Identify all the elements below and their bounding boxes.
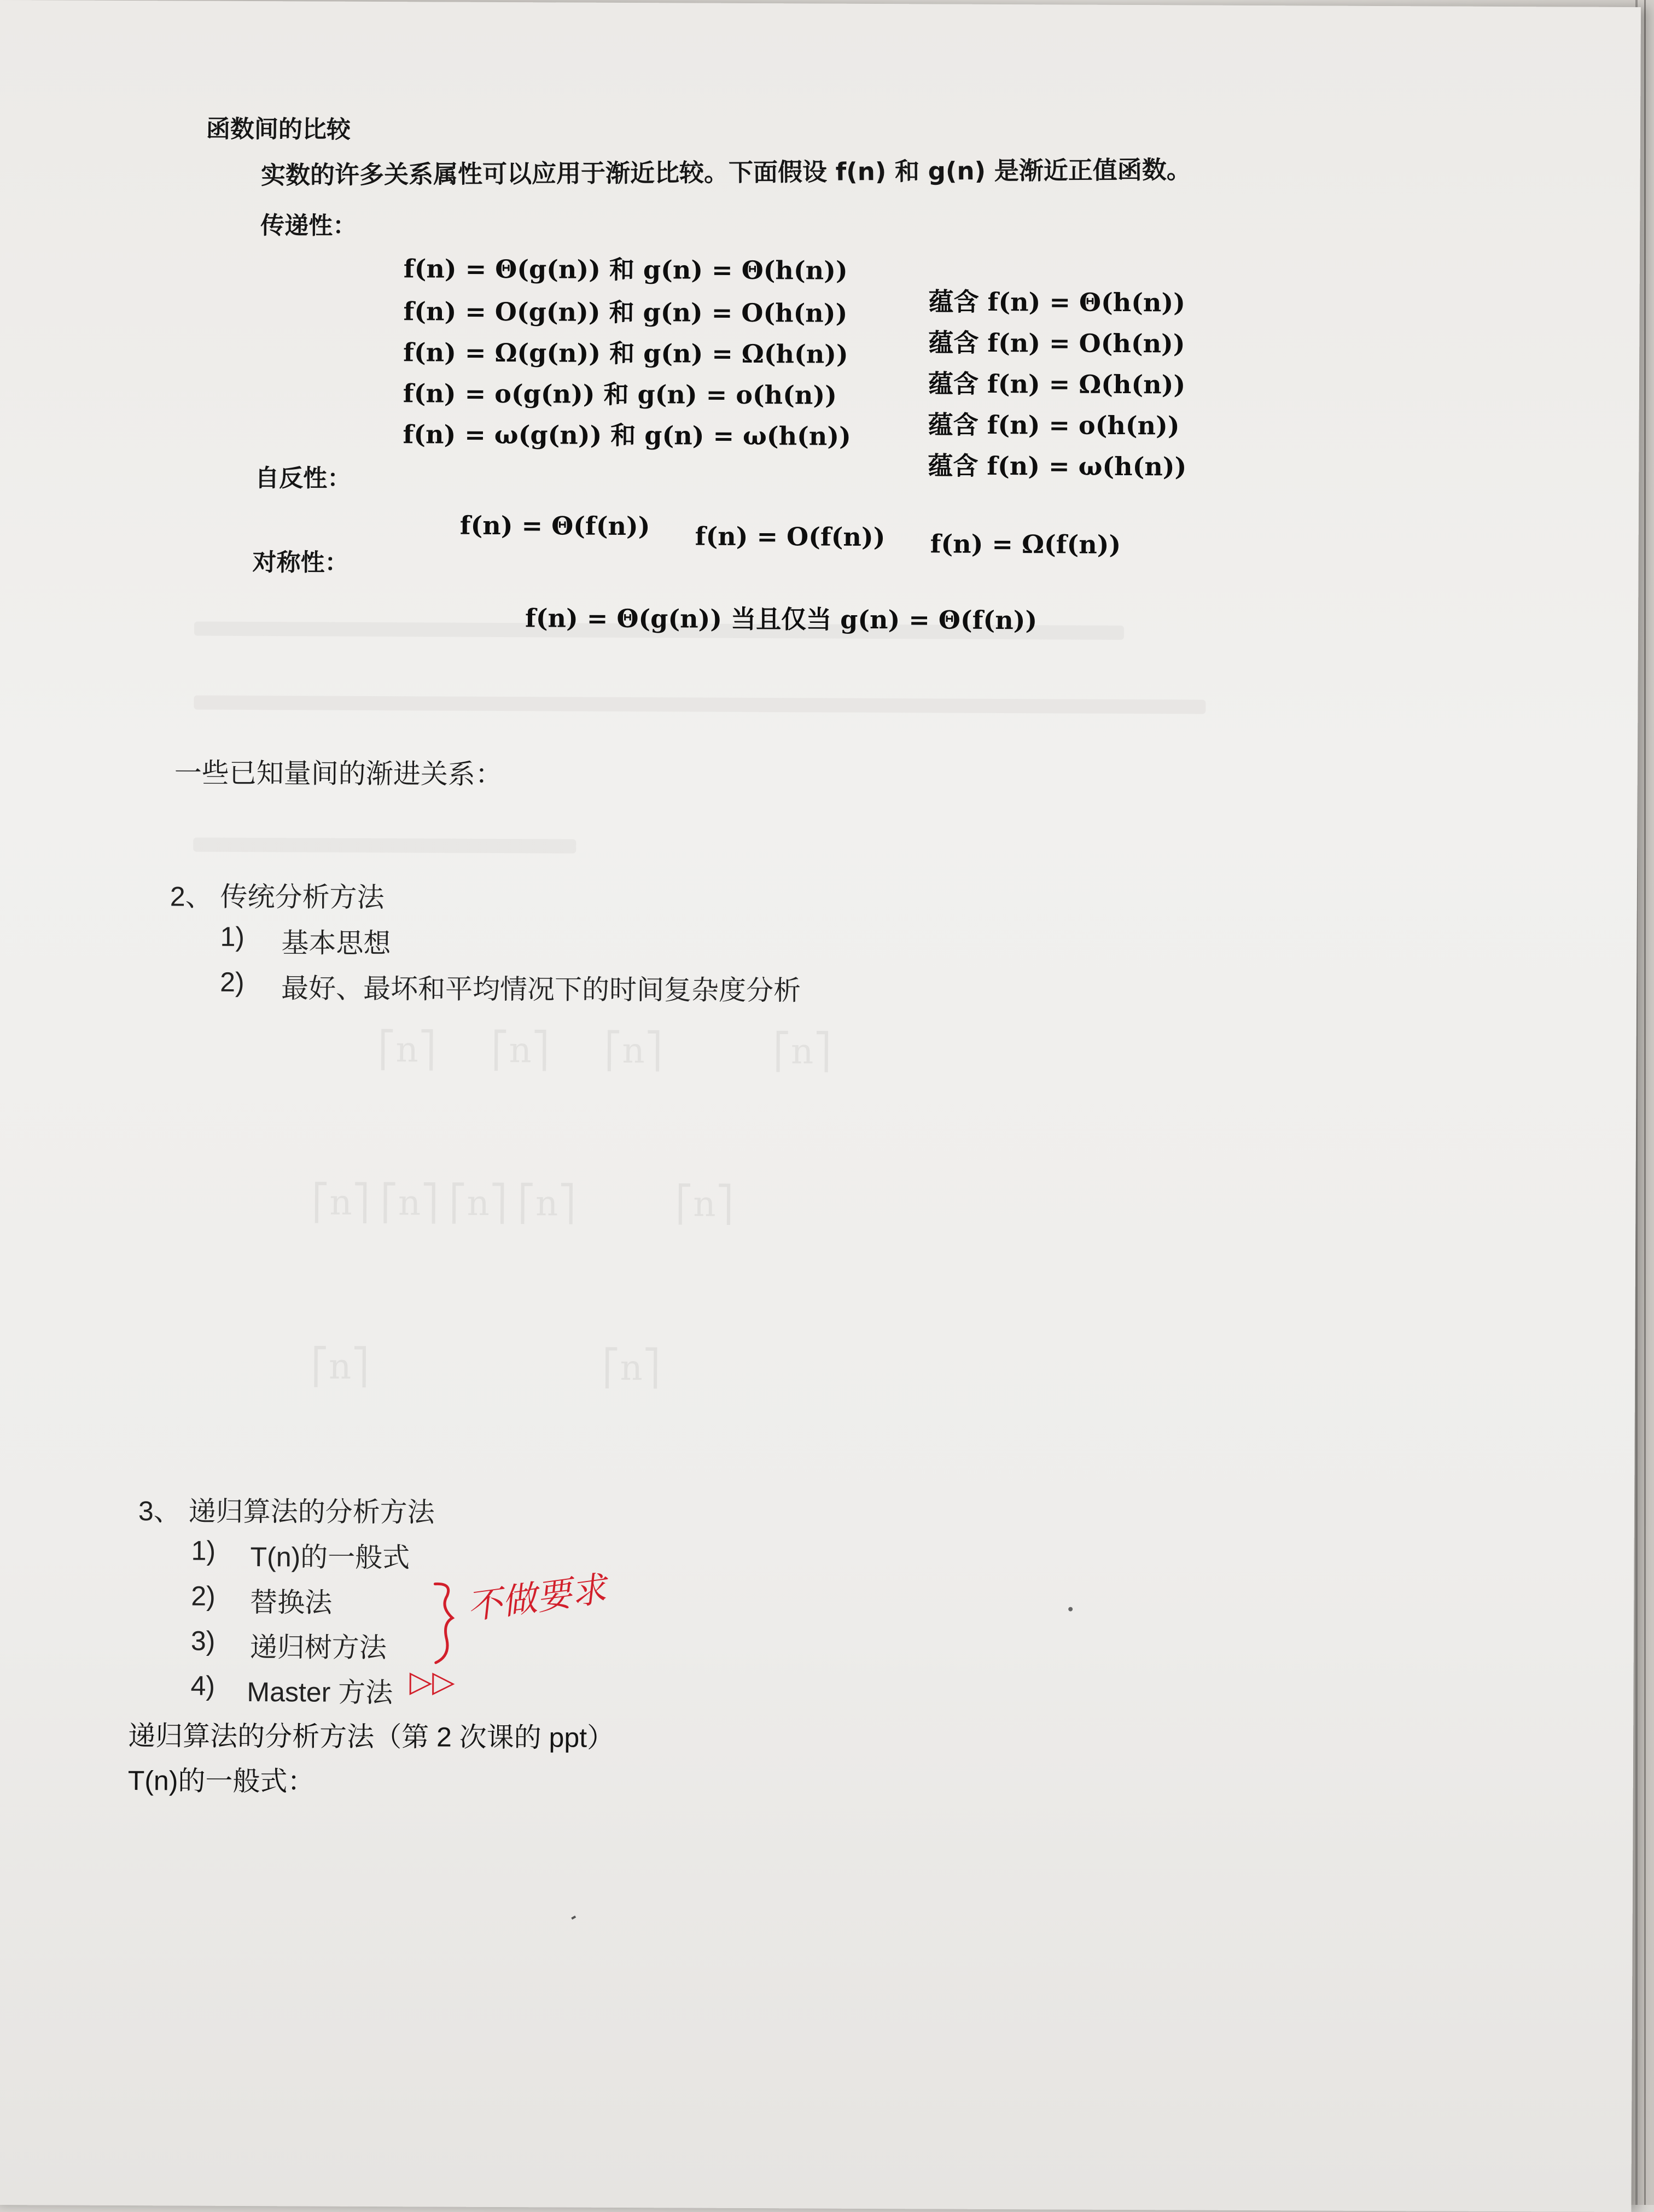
bleed-through-line <box>194 696 1205 714</box>
section-2-title: 2、 传统分析方法 <box>170 881 385 913</box>
transitivity-conclusion-5: 蕴含 f(n) = ω(h(n)) <box>928 451 1187 482</box>
symmetry-formula: f(n) = Θ(g(n)) 当且仅当 g(n) = Θ(f(n)) <box>525 603 1038 635</box>
transitivity-conclusion-3: 蕴含 f(n) = Ω(h(n)) <box>928 369 1186 400</box>
intro-paragraph: 实数的许多关系属性可以应用于渐近比较。下面假设 f(n) 和 g(n) 是渐近正值函数。 <box>260 155 1191 190</box>
reflexivity-formula-o: f(n) = O(f(n)) <box>695 521 886 552</box>
section-2-item-1: 基本思想 <box>281 927 391 959</box>
bleed-through-line <box>193 838 576 854</box>
reflexivity-formula-omega: f(n) = Ω(f(n)) <box>930 529 1121 559</box>
transitivity-premise-5: f(n) = ω(g(n)) 和 g(n) = ω(h(n)) <box>403 419 851 451</box>
section-3-item-1-num: 1) <box>191 1535 216 1566</box>
handwritten-marks: ▷▷ <box>409 1664 455 1699</box>
section-2-item-2: 最好、最坏和平均情况下的时间复杂度分析 <box>281 973 801 1006</box>
section-3-item-2-num: 2) <box>191 1580 216 1612</box>
reflexivity-formula-theta: f(n) = Θ(f(n)) <box>459 510 650 541</box>
known-relations-heading: 一些已知量间的渐进关系： <box>174 757 503 790</box>
speck <box>1068 1607 1073 1612</box>
section-3-item-3-num: 3) <box>190 1625 216 1656</box>
transitivity-premise-3: f(n) = Ω(g(n)) 和 g(n) = Ω(h(n)) <box>403 337 848 369</box>
transitivity-premise-1: f(n) = Θ(g(n)) 和 g(n) = Θ(h(n)) <box>403 254 848 285</box>
section-3-item-4-num: 4) <box>190 1670 216 1701</box>
footer-line-1: 递归算法的分析方法（第 2 次课的 ppt） <box>128 1720 615 1753</box>
transitivity-premise-2: f(n) = O(g(n)) 和 g(n) = O(h(n)) <box>403 296 848 328</box>
reflexivity-label: 自反性： <box>255 464 352 493</box>
paper-edge-back <box>1644 0 1646 2205</box>
section-2-item-2-num: 2) <box>220 966 244 997</box>
section-2-item-1-num: 1) <box>220 921 245 952</box>
footer-line-2: T(n)的一般式： <box>127 1765 315 1797</box>
transitivity-premise-4: f(n) = o(g(n)) 和 g(n) = o(h(n)) <box>403 378 837 410</box>
speck <box>571 1916 576 1919</box>
transitivity-label: 传递性： <box>260 212 357 240</box>
transitivity-conclusion-2: 蕴含 f(n) = O(h(n)) <box>928 328 1185 359</box>
section-title: 函数间的比较 <box>206 115 351 144</box>
section-3-item-3: 递归树方法 <box>249 1632 387 1664</box>
section-3-title: 3、 递归算法的分析方法 <box>138 1496 435 1528</box>
transitivity-conclusion-1: 蕴含 f(n) = Θ(h(n)) <box>928 287 1186 318</box>
handwritten-note: 不做要求 <box>464 1569 609 1628</box>
section-3-item-1: T(n)的一般式 <box>250 1542 410 1573</box>
handwritten-brace <box>430 1579 464 1667</box>
symmetry-label: 对称性： <box>252 548 349 577</box>
bleed-through-marks: ⎡n⎤ ⎡n⎤ ⎡n⎤ ⎡n⎤ ⎡n⎤ <box>312 1182 733 1225</box>
bleed-through-marks: ⎡n⎤ ⎡n⎤ ⎡n⎤ ⎡n⎤ <box>378 1030 831 1072</box>
bleed-through-marks: ⎡n⎤ ⎡n⎤ <box>311 1346 660 1389</box>
section-3-item-2: 替换法 <box>250 1587 333 1618</box>
section-3-item-4: Master 方法 <box>247 1676 393 1708</box>
transitivity-conclusion-4: 蕴含 f(n) = o(h(n)) <box>928 410 1180 441</box>
